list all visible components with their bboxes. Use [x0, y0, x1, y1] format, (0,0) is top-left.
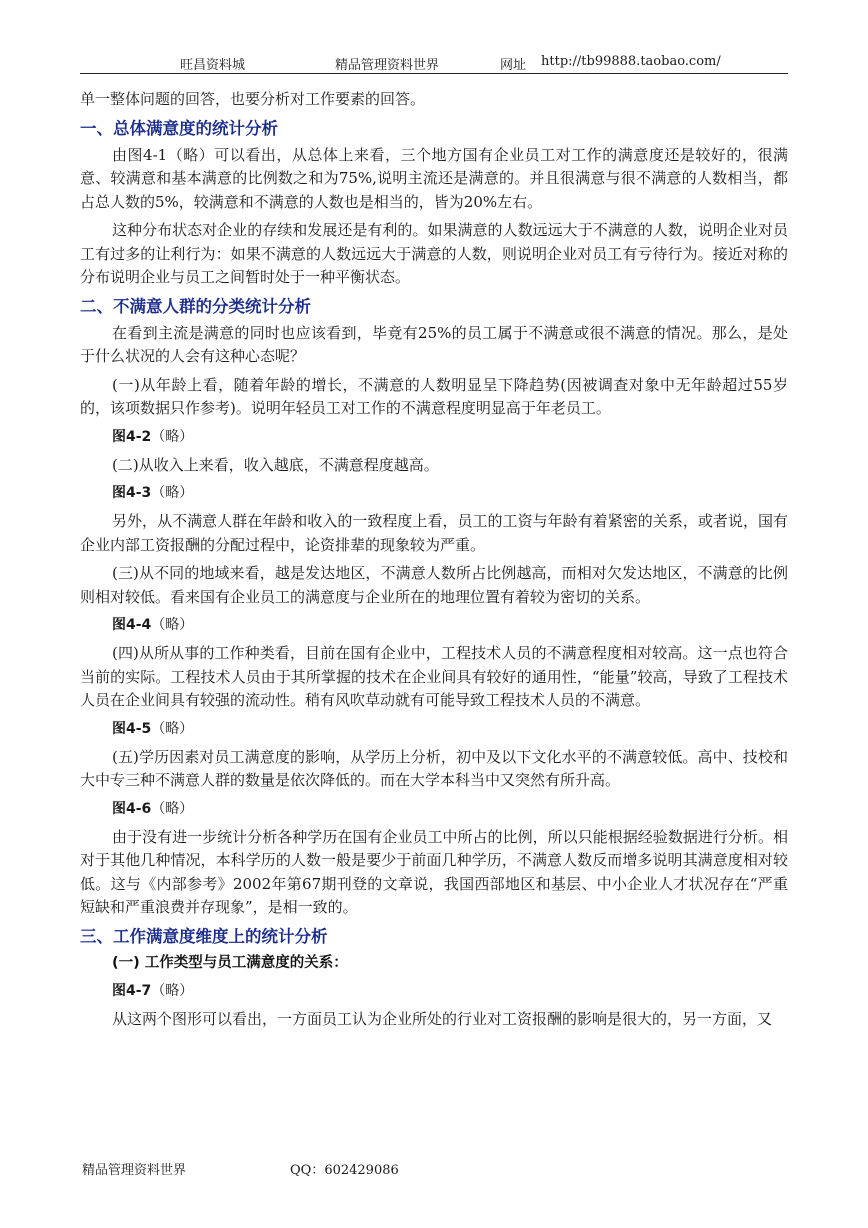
- paragraph: (二)从收入上来看，收入越底，不满意程度越高。: [112, 455, 439, 474]
- figure-caption: 图4-3（略）: [112, 485, 194, 501]
- section-heading-2: 二、不满意人群的分类统计分析: [80, 296, 311, 316]
- figure-caption: 图4-4（略）: [112, 617, 194, 633]
- footer-qq: QQ：602429086: [290, 1163, 399, 1178]
- figure-caption: 图4-6（略）: [112, 800, 194, 817]
- document-body: [80, 88, 788, 1036]
- header-url-label: 网址: [500, 58, 527, 73]
- paragraph-intro: 单一整体问题的回答，也要分析对工作要素的回答。: [80, 90, 426, 108]
- paragraph: 由于没有进一步统计分析各种学历在国有企业员工中所占的比例，所以只能根据经验数据进行分析。相对于其他几种情况，本科学历的人数一般是要少于前面几种学历，不满意人数反而增多说明其满意度相对较低。这与《内部参考》2002年第67期刊登的文章说，我国西部地区和基层、中小企业人才状况存在“严重短缺和严重浪费并存现象”，是相一致的。: [80, 827, 788, 916]
- figure-caption: 图4-2（略）: [112, 428, 194, 445]
- footer-site-name: 精品管理资料世界: [82, 1163, 187, 1178]
- figure-caption: 图4-7（略）: [112, 982, 194, 999]
- section-heading-1: 一、总体满意度的统计分析: [80, 118, 278, 138]
- paragraph: 另外，从不满意人群在年龄和收入的一致程度上看，员工的工资与年龄有着紧密的关系，或者说，国有企业内部工资报酬的分配过程中，论资排辈的现象较为严重。: [80, 512, 788, 554]
- header-title: 精品管理资料世界: [335, 58, 440, 73]
- paragraph: (三)从不同的地域来看，越是发达地区，不满意人数所占比例越高，而相对欠发达地区，不满意的比例则相对较低。看来国有企业员工的满意度与企业所在的地理位置有着较为密切的关系。: [80, 564, 788, 606]
- paragraph: 这种分布状态对企业的存续和发展还是有利的。如果满意的人数远远大于不满意的人数，说明企业对员工有过多的让利行为：如果不满意的人数远远大于满意的人数，则说明企业对员工有亏待行为。接近对称的分布说明企业与员工之间暂时处于一种平衡状态。: [80, 221, 788, 286]
- paragraph: 由图4-1（略）可以看出，从总体上来看，三个地方国有企业员工对工作的满意度还是较好的，很满意、较满意和基本满意的比例数之和为75%,说明主流还是满意的。并且很满意与很不满意的人数相当，都占总人数的5%，较满意和不满意的人数也是相当的，皆为20%左右。: [80, 145, 788, 211]
- page-header: [82, 52, 788, 74]
- paragraph: (四)从所从事的工作种类看，目前在国有企业中，工程技术人员的不满意程度相对较高。这一点也符合当前的实际。工程技术人员由于其所掌握的技术在企业间具有较好的通用性，“能量”较高，导致了工程技术人员在企业间具有较强的流动性。稍有风吹草动就有可能导致工程技术人员的不满意。: [80, 644, 788, 709]
- section-heading-3: 三、工作满意度维度上的统计分析: [80, 926, 328, 946]
- paragraph: (五)学历因素对员工满意度的影响，从学历上分析，初中及以下文化水平的不满意较低。高中、技校和大中专三种不满意人群的数量是依次降低的。而在大学本科当中又突然有所升高。: [80, 747, 788, 789]
- header-url-link[interactable]: http://tb99888.taobao.com/: [541, 54, 721, 69]
- paragraph: (一)从年龄上看，随着年龄的增长，不满意的人数明显呈下降趋势(因被调查对象中无年龄超过55岁的，该项数据只作参考)。说明年轻员工对工作的不满意程度明显高于年老员工。: [80, 375, 788, 417]
- subsection-heading: (一) 工作类型与员工满意度的关系：: [112, 954, 348, 971]
- paragraph: 从这两个图形可以看出，一方面员工认为企业所处的行业对工资报酬的影响是很大的，另一方面，又: [112, 1009, 773, 1028]
- header-site-name: 旺昌资料城: [180, 58, 246, 73]
- paragraph: 在看到主流是满意的同时也应该看到，毕竟有25%的员工属于不满意或很不满意的情况。那么，是处于什么状况的人会有这种心态呢？: [80, 323, 788, 365]
- figure-caption: 图4-5（略）: [112, 720, 194, 737]
- header-divider: [80, 73, 788, 74]
